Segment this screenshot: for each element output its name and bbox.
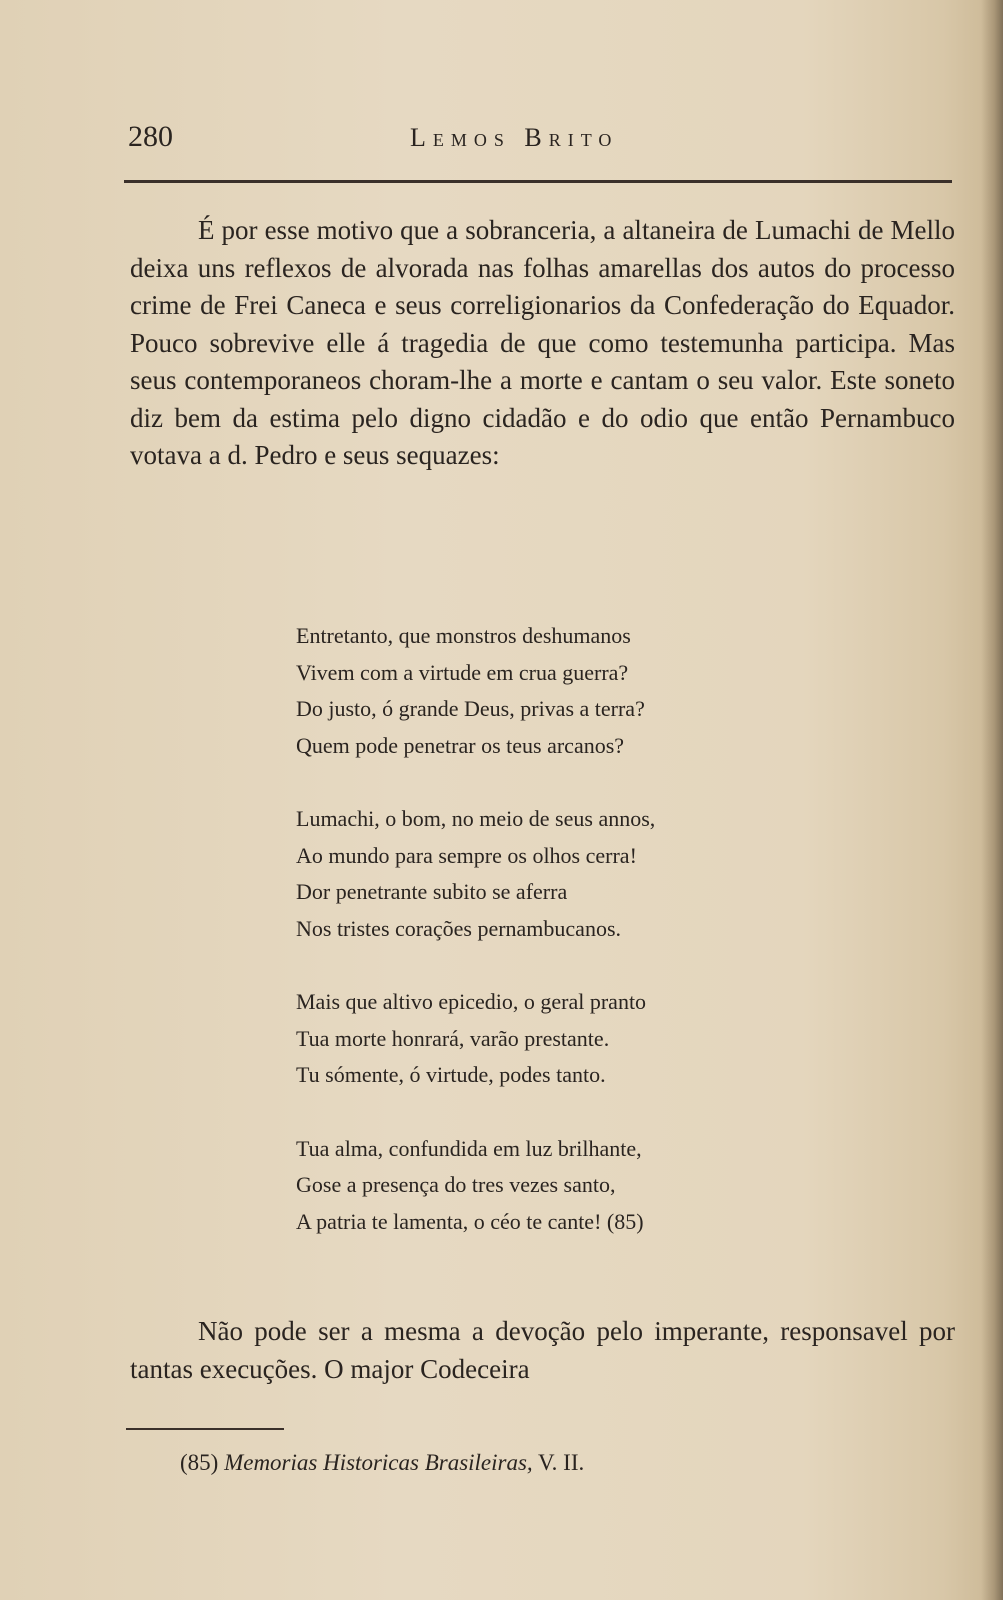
paragraph-text: Não pode ser a mesma a devoção pelo imperante, responsavel por tantas execuções. O major Codeceira <box>130 1316 955 1384</box>
verse-line: Mais que altivo epicedio, o geral pranto <box>296 989 647 1014</box>
verse-line: Entretanto, que monstros deshumanos <box>296 623 631 648</box>
verse-line: Nos tristes corações pernambucanos. <box>296 915 622 941</box>
verse-line: Lumachi, o bom, no meio de seus annos, <box>296 806 656 831</box>
footnote <box>180 1450 584 1476</box>
paragraph-text: É por esse motivo que a sobranceria, a altaneira de Lumachi de Mello deixa uns reflexos de alvorada nas folhas amarellas dos autos do processo crime de Frei Caneca e seus correligionarios da Confederação do Equador. Pouco sobrevive elle á tragedia de que como testemunha participa. Mas seus contemporaneos choram-lhe a morte e cantam o seu valor. Este soneto diz bem da estima pelo digno cidadão e do odio que então Pernambuco votava a d. Pedro e seus sequazes: <box>130 215 955 470</box>
page-header <box>128 120 958 160</box>
verse-line: Tua alma, confundida em luz brilhante, <box>296 1135 642 1161</box>
verse-line: Ao mundo para sempre os olhos cerra! <box>296 842 637 868</box>
verse-line: Dor penetrante subito se aferra <box>296 879 568 904</box>
page-number: 280 <box>128 120 173 153</box>
stanza <box>296 618 856 764</box>
footnote-marker: (85) <box>180 1450 219 1475</box>
stanza <box>296 984 856 1094</box>
paragraph-continuation <box>130 1313 955 1388</box>
verse-line: A patria te lamenta, o céo te cante! (85) <box>296 1208 644 1234</box>
page-spine-shadow <box>981 0 1003 1600</box>
verse-line: Gose a presença do tres vezes santo, <box>296 1172 616 1197</box>
header-rule <box>124 180 952 183</box>
running-head: Lemos Brito <box>410 123 619 152</box>
stanza <box>296 801 856 947</box>
verse-line: Do justo, ó grande Deus, privas a terra? <box>296 696 645 721</box>
stanza <box>296 1131 856 1241</box>
verse-line: Tua morte honrará, varão prestante. <box>296 1025 610 1051</box>
footnote-volume: V. II. <box>538 1450 585 1475</box>
sonnet <box>296 618 856 1277</box>
footnote-title: Memorias Historicas Brasileiras, <box>224 1450 533 1475</box>
verse-line: Vivem com a virtude em crua guerra? <box>296 659 629 685</box>
footnote-rule <box>126 1428 284 1430</box>
verse-line: Tu sómente, ó virtude, podes tanto. <box>296 1062 606 1087</box>
paragraph-intro <box>130 212 955 475</box>
verse-line: Quem pode penetrar os teus arcanos? <box>296 732 625 758</box>
